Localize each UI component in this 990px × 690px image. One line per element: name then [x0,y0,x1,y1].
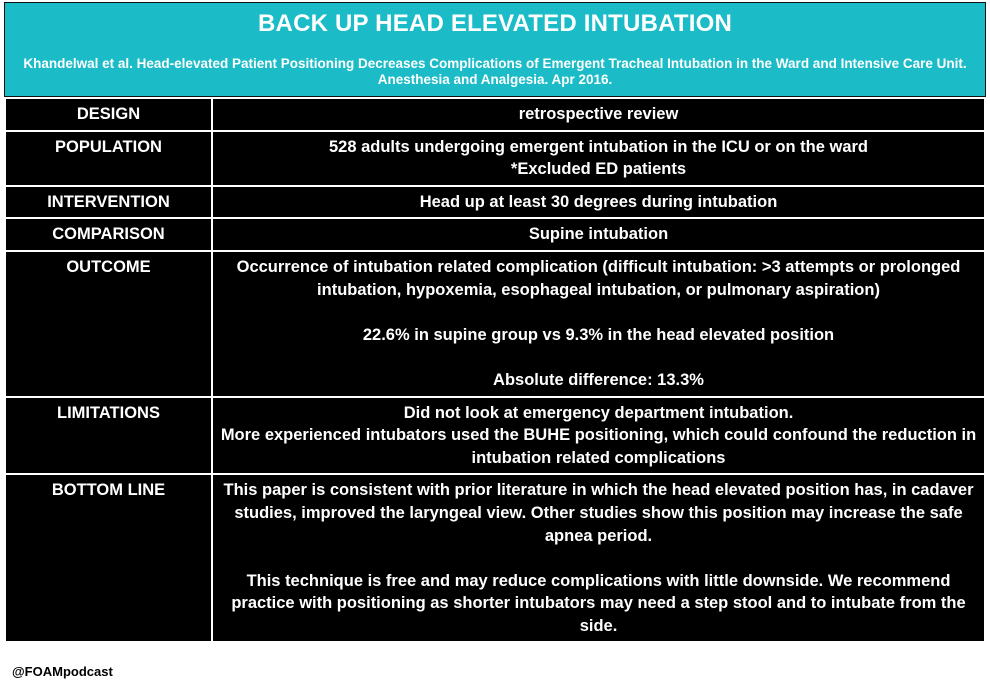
table-row-limitations [5,397,985,475]
value-line: *Excluded ED patients [510,160,687,179]
row-label-bottom-line: BOTTOM LINE [5,474,212,642]
row-label-intervention: INTERVENTION [5,186,212,219]
table-row-bottom-line [5,474,985,642]
page-title: BACK UP HEAD ELEVATED INTUBATION [258,10,732,37]
value-line: Supine intubation [528,225,669,244]
table-row-intervention [5,186,985,219]
row-label-limitations: LIMITATIONS [5,397,212,475]
row-value-outcome [212,251,985,397]
row-value-comparison [212,218,985,251]
row-value-limitations [212,397,985,475]
row-value-bottom-line [212,474,985,642]
summary-table [4,97,986,643]
table-row-design [5,98,985,131]
value-line: More experienced intubators used the BUHE positioning, which could confound the reduction in intubation related complications [220,426,977,467]
row-value-intervention [212,186,985,219]
table-row-population [5,131,985,186]
table-row-comparison [5,218,985,251]
value-line: This paper is consistent with prior literature in which the head elevated position has, in cadaver studies, improved the laryngeal view. Other studies show this position may increase the safe apnea period. [223,481,974,545]
table-row-outcome [5,251,985,397]
footer-handle: @FOAMpodcast [12,664,113,679]
row-value-design [212,98,985,131]
title-banner [4,2,986,97]
row-value-population [212,131,985,186]
value-line: Head up at least 30 degrees during intubation [419,192,778,211]
value-line: 22.6% in supine group vs 9.3% in the head elevated position [362,325,835,344]
citation-text: Khandelwal et al. Head-elevated Patient Positioning Decreases Complications of Emergent Tracheal Intubation in the Ward and Intensive Care Unit. Anesthesia and Analgesia. Apr 2016. [23,56,967,87]
value-line: Occurrence of intubation related complication (difficult intubation: >3 attempts or prolonged intubation, hypoxemia, esophageal intubation, or pulmonary aspiration) [236,257,961,299]
row-label-population: POPULATION [5,131,212,186]
row-label-design: DESIGN [5,98,212,131]
value-line: 528 adults undergoing emergent intubation in the ICU or on the ward [328,137,869,156]
row-label-comparison: COMPARISON [5,218,212,251]
value-line: This technique is free and may reduce complications with little downside. We recommend practice with positioning as shorter intubators may need a step stool and to intubate from the side. [231,571,966,635]
value-line: retrospective review [518,105,679,123]
row-label-outcome: OUTCOME [5,251,212,397]
value-line: Did not look at emergency department intubation. [403,403,794,422]
value-line: Absolute difference: 13.3% [493,370,704,389]
